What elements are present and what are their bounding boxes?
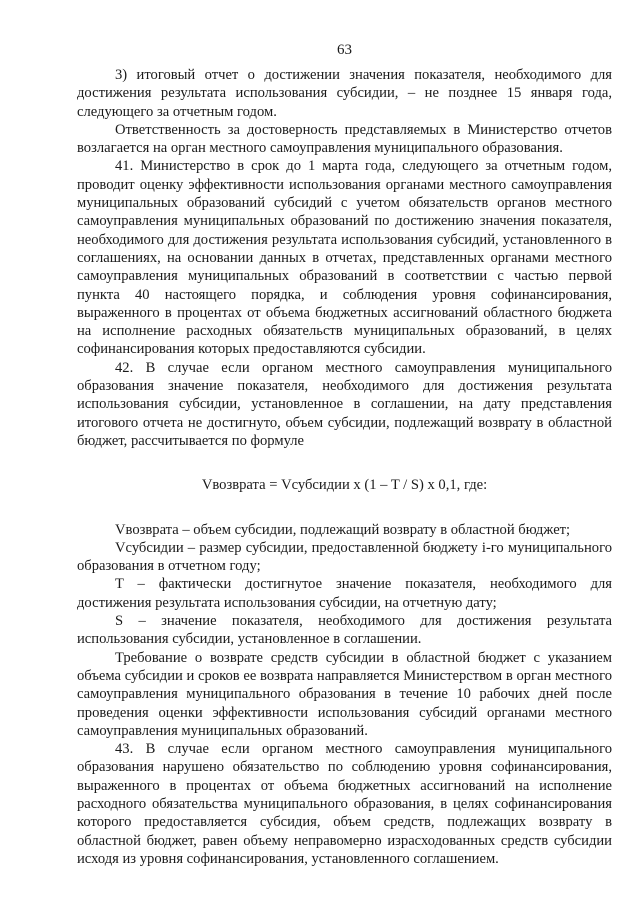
definition-v-refund: Vвозврата – объем субсидии, подлежащий возврату в областной бюджет; (115, 521, 571, 538)
definition-v-subsidy: Vсубсидии – размер субсидии, предоставленной бюджету i-го муниципального образования в отчетном году; (77, 539, 612, 575)
page-number: 63 (337, 42, 352, 58)
paragraph-refund-request: Требование о возврате средств субсидии в областной бюджет с указанием объема субсидии и сроков ее возврата направляется Министерством в орган местного самоуправления муниципального образования в течение 10 рабочих дней после проведения оценки эффективности использования субсидий органами местного самоуправления муниципальных образований. (77, 649, 612, 739)
paragraph-clause-42: 42. В случае если органом местного самоуправления муниципального образования значение показателя, необходимого для достижения результата использования субсидии, установленное в соглашении, на дату представления итогового отчета не достигнуто, объем субсидии, подлежащий возврату в областной бюджет, рассчитывается по формуле (77, 359, 612, 449)
paragraph-responsibility: Ответственность за достоверность представляемых в Министерство отчетов возлагается на орган местного самоуправления муниципального образования. (77, 121, 612, 157)
paragraph-clause-41: 41. Министерство в срок до 1 марта года, следующего за отчетным годом, проводит оценку эффективности использования органами местного самоуправления муниципальных образований субсидий с учетом обязательств органов местного самоуправления муниципальных образований по достижению значения показателя, необходимого для достижения результата использования субсидий, установленного в соглашениях, на основании данных в отчетах, представленных органами местного самоуправления муниципальных образований в соответствии с частью первой пункта 40 настоящего порядка, и соблюдения уровня софинансирования, выраженного в процентах от объема бюджетных ассигнований областного бюджета на исполнение расходных обязательств муниципальных образований, в целях софинансирования которых предоставляются субсидии. (77, 158, 612, 358)
document-page (77, 40, 612, 868)
refund-formula: Vвозврата = Vсубсидии x (1 – T / S) x 0,1, где: (201, 477, 488, 494)
definition-t: T – фактически достигнутое значение показателя, необходимого для достижения результата использования субсидии, на отчетную дату; (77, 576, 612, 611)
paragraph-clause-43: 43. В случае если органом местного самоуправления муниципального образования нарушено обязательство по соблюдению уровня софинансирования, выраженного в процентах от объема бюджетных ассигнований на исполнение расходного обязательства муниципального образования, в целях софинансирования которого предоставляется субсидия, объем средств, подлежащих возврату в областной бюджет, равен объему неправомерно израсходованных средств субсидии исходя из уровня софинансирования, установленного соглашением. (77, 741, 612, 867)
definition-s: S – значение показателя, необходимого для достижения результата использования субсидии, установленное в соглашении. (77, 613, 612, 648)
paragraph-final-report-deadline: 3) итоговый отчет о достижении значения показателя, необходимого для достижения результата использования субсидии, – не позднее 15 января года, следующего за отчетным годом. (77, 67, 612, 120)
